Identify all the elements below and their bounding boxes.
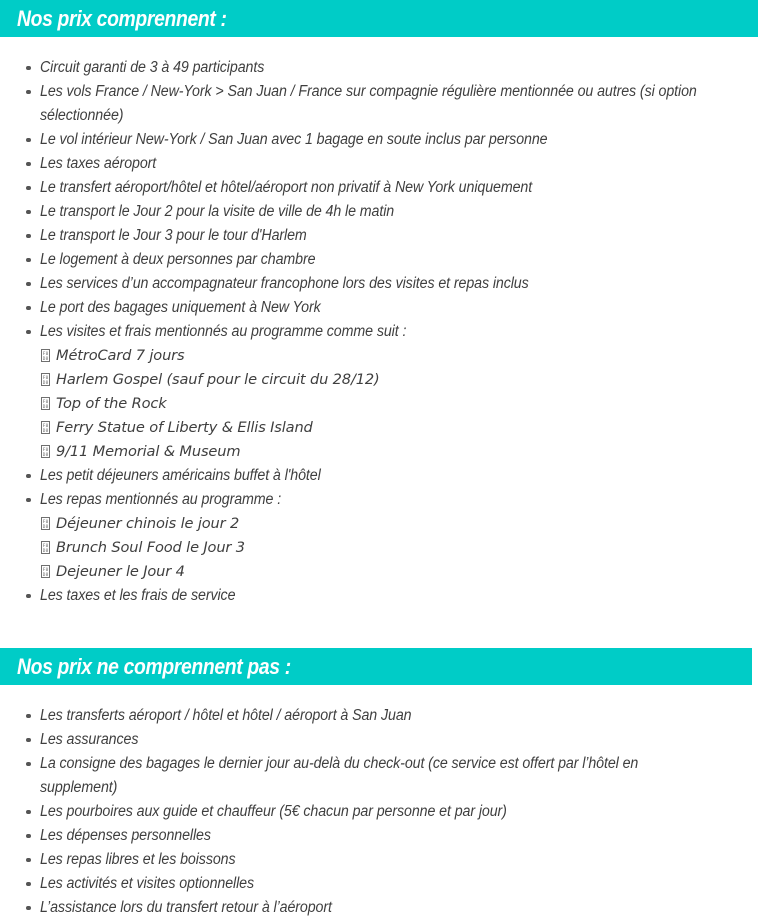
bullet-icon: [26, 162, 31, 167]
missing-glyph-box-icon: F0 D8: [41, 445, 50, 458]
list-item: [0, 80, 758, 128]
missing-glyph-box-icon: F0 D8: [41, 397, 50, 410]
sub-list-item-label: Top of the Rock: [56, 395, 167, 412]
list-item-label: Le transport le Jour 3 pour le tour d'Harlem: [40, 227, 307, 244]
bullet-icon: [26, 714, 31, 719]
missing-glyph-box-icon: F0 D8: [41, 565, 50, 578]
section-header-included: [0, 0, 758, 37]
list-item-label: Les taxes et les frais de service: [40, 587, 236, 604]
list-item-label: Les services d’un accompagnateur francophone lors des visites et repas inclus: [40, 275, 529, 292]
bullet-icon: [26, 90, 31, 95]
list-item: [0, 488, 758, 512]
list-item-label: La consigne des bagages le dernier jour au-delà du check-out (ce service est offert par l’hôtel en supplement): [40, 755, 639, 796]
list-item-label: Les assurances: [40, 731, 139, 748]
list-item: [0, 464, 758, 488]
sub-list-item: [0, 416, 758, 440]
bullet-icon: [26, 834, 31, 839]
list-item: [0, 728, 758, 752]
excluded-list: [0, 685, 758, 920]
list-item-label: Les pourboires aux guide et chauffeur (5€ chacun par personne et par jour): [40, 803, 507, 820]
list-item: [0, 296, 758, 320]
list-item-label: Les visites et frais mentionnés au programme comme suit :: [40, 323, 407, 340]
sub-list-item: [0, 512, 758, 536]
list-item: [0, 56, 758, 80]
bullet-icon: [26, 474, 31, 479]
section-spacer: [0, 608, 758, 648]
missing-glyph-box-icon: F0 D8: [41, 373, 50, 386]
missing-glyph-box-icon: F0 D8: [41, 541, 50, 554]
included-list: [0, 37, 758, 608]
bullet-icon: [26, 210, 31, 215]
missing-glyph-box-icon: F0 D8: [41, 349, 50, 362]
list-item: [0, 800, 758, 824]
list-item-label: Circuit garanti de 3 à 49 participants: [40, 59, 265, 76]
bullet-icon: [26, 258, 31, 263]
list-item: [0, 872, 758, 896]
sub-list-item-label: Ferry Statue of Liberty & Ellis Island: [56, 419, 313, 436]
bullet-icon: [26, 906, 31, 911]
list-item-label: L’assistance lors du transfert retour à l’aéroport: [40, 899, 332, 916]
bullet-icon: [26, 810, 31, 815]
sub-list-item-label: Harlem Gospel (sauf pour le circuit du 28/12): [56, 371, 380, 388]
list-item-label: Le transfert aéroport/hôtel et hôtel/aéroport non privatif à New York uniquement: [40, 179, 533, 196]
list-item-label: Les petit déjeuners américains buffet à l'hôtel: [40, 467, 321, 484]
bullet-icon: [26, 330, 31, 335]
bullet-icon: [26, 498, 31, 503]
list-item: [0, 704, 758, 728]
sub-list-item-label: 9/11 Memorial & Museum: [56, 443, 241, 460]
list-item: [0, 152, 758, 176]
list-item: [0, 128, 758, 152]
section-header-excluded: [0, 648, 752, 685]
list-item-label: Les repas mentionnés au programme :: [40, 491, 282, 508]
bullet-icon: [26, 306, 31, 311]
list-item-label: Les repas libres et les boissons: [40, 851, 236, 868]
bullet-icon: [26, 186, 31, 191]
bullet-icon: [26, 66, 31, 71]
list-item-label: Le port des bagages uniquement à New York: [40, 299, 321, 316]
list-item-label: Le vol intérieur New-York / San Juan avec 1 bagage en soute inclus par personne: [40, 131, 548, 148]
list-item: [0, 320, 758, 344]
list-item: [0, 224, 758, 248]
list-item-label: Les activités et visites optionnelles: [40, 875, 255, 892]
list-item-label: Les transferts aéroport / hôtel et hôtel / aéroport à San Juan: [40, 707, 412, 724]
bullet-icon: [26, 882, 31, 887]
list-item-label: Les taxes aéroport: [40, 155, 157, 172]
sub-list-item: [0, 560, 758, 584]
sub-list-item: [0, 440, 758, 464]
list-item-label: Le transport le Jour 2 pour la visite de ville de 4h le matin: [40, 203, 395, 220]
list-item: [0, 896, 758, 920]
bullet-icon: [26, 234, 31, 239]
bullet-icon: [26, 858, 31, 863]
list-item: [0, 848, 758, 872]
missing-glyph-box-icon: F0 D8: [41, 517, 50, 530]
bullet-icon: [26, 594, 31, 599]
bullet-icon: [26, 738, 31, 743]
list-item-label: Les dépenses personnelles: [40, 827, 211, 844]
sub-list-item: [0, 368, 758, 392]
sub-list-item-label: MétroCard 7 jours: [56, 347, 185, 364]
bullet-icon: [26, 762, 31, 767]
list-item: [0, 176, 758, 200]
sub-list-item: [0, 392, 758, 416]
list-item: [0, 272, 758, 296]
missing-glyph-box-icon: F0 D8: [41, 421, 50, 434]
sub-list-item-label: Déjeuner chinois le jour 2: [56, 515, 240, 532]
sub-list-item-label: Dejeuner le Jour 4: [56, 563, 185, 580]
sub-list-item: [0, 536, 758, 560]
section-title-excluded: Nos prix ne comprennent pas :: [17, 653, 291, 679]
list-item-label: Le logement à deux personnes par chambre: [40, 251, 316, 268]
list-item: [0, 752, 758, 800]
sub-list-item-label: Brunch Soul Food le Jour 3: [56, 539, 245, 556]
section-title-included: Nos prix comprennent :: [17, 5, 227, 31]
list-item: [0, 584, 758, 608]
bullet-icon: [26, 138, 31, 143]
bullet-icon: [26, 282, 31, 287]
list-item: [0, 200, 758, 224]
list-item: [0, 824, 758, 848]
list-item: [0, 248, 758, 272]
sub-list-item: [0, 344, 758, 368]
list-item-label: Les vols France / New-York > San Juan / France sur compagnie régulière mentionnée ou autres (si option sélectionnée): [40, 83, 697, 124]
